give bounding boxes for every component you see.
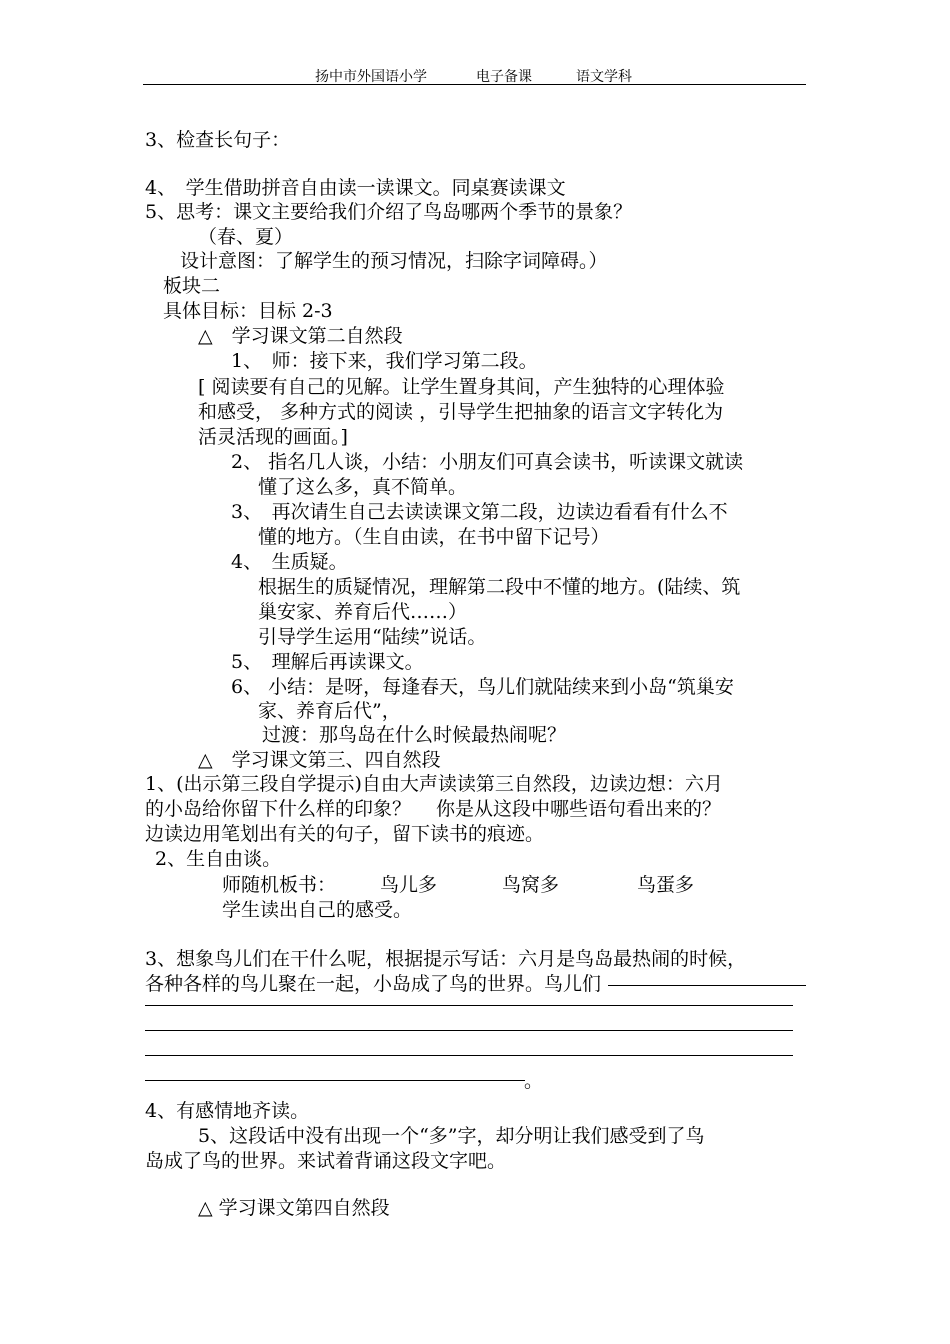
text-line: 1、 师：接下来，我们学习第二段。 — [231, 350, 538, 372]
period-mark: 。 — [524, 1070, 544, 1092]
text-line: 6、 小结：是呀，每逢春天，鸟儿们就陆续来到小岛“筑巢安 — [231, 676, 734, 698]
text-line: 5、这段话中没有出现一个“多”字，却分明让我们感受到了鸟 — [198, 1125, 705, 1147]
text-line: 活灵活现的画面。] — [198, 426, 348, 448]
header-school: 扬中市外国语小学 — [315, 69, 427, 85]
text-line: 学生读出自己的感受。 — [222, 899, 413, 921]
text-line: [ 阅读要有自己的见解。让学生置身其间，产生独特的心理体验 — [198, 376, 725, 398]
header-type: 电子备课 — [476, 69, 532, 85]
page-header — [143, 62, 806, 85]
text-line: 3、想象鸟儿们在干什么呢，根据提示写话：六月是鸟岛最热闹的时候， — [145, 948, 747, 970]
writing-line — [145, 1005, 793, 1006]
writing-line — [608, 985, 806, 986]
text-line: 家、养育后代”， — [258, 700, 401, 722]
section-heading: △ 学习课文第三、四自然段 — [198, 749, 441, 771]
board-item: 鸟窝多 — [502, 874, 560, 896]
section-heading: 板块二 — [163, 275, 221, 297]
text-line: 设计意图：了解学生的预习情况，扫除字词障碍。） — [180, 250, 608, 272]
text-line: 岛成了鸟的世界。来试着背诵这段文字吧。 — [145, 1150, 507, 1172]
writing-line — [145, 1055, 793, 1056]
text-line: （春、夏） — [198, 226, 294, 248]
text-line: 2、生自由谈。 — [155, 848, 282, 870]
board-item: 鸟蛋多 — [637, 874, 695, 896]
section-heading: △ 学习课文第四自然段 — [198, 1197, 390, 1219]
text-line: 1、(出示第三段自学提示)自由大声读读第三自然段，边读边想：六月 — [145, 773, 723, 795]
board-item: 鸟儿多 — [380, 874, 438, 896]
header-subject: 语文学科 — [576, 69, 632, 85]
writing-line — [145, 1080, 525, 1081]
text-line: 2、 指名几人谈，小结：小朋友们可真会读书，听读课文就读 — [231, 451, 744, 473]
text-line: 5、 理解后再读课文。 — [231, 651, 424, 673]
text-line: 根据生的质疑情况，理解第二段中不懂的地方。(陆续、筑 — [258, 576, 741, 598]
text-line: 各种各样的鸟儿聚在一起，小岛成了鸟的世界。鸟儿们 — [145, 973, 602, 995]
board-label: 师随机板书： — [222, 874, 337, 896]
text-line: 4、 生质疑。 — [231, 551, 348, 573]
text-line: 引导学生运用“陆续”说话。 — [258, 626, 487, 648]
text-line: 的小岛给你留下什么样的印象？ 你是从这段中哪些语句看出来的？ — [145, 798, 722, 820]
text-line: 4、有感情地齐读。 — [145, 1100, 310, 1122]
text-line: 具体目标：目标 2-3 — [163, 300, 333, 322]
text-line: 懂的地方。（生自由读，在书中留下记号） — [258, 526, 610, 548]
text-line: 过渡：那鸟岛在什么时候最热闹呢？ — [262, 724, 567, 746]
text-line: 3、检查长句子： — [145, 129, 291, 151]
text-line: 巢安家、养育后代……） — [258, 601, 468, 623]
text-line: 边读边用笔划出有关的句子，留下读书的痕迹。 — [145, 823, 545, 845]
section-heading: △ 学习课文第二自然段 — [198, 325, 403, 347]
text-line: 和感受， 多种方式的阅读 ，引导学生把抽象的语言文字转化为 — [198, 401, 724, 423]
text-line: 5、思考：课文主要给我们介绍了鸟岛哪两个季节的景象？ — [145, 201, 633, 223]
text-line: 4、 学生借助拼音自由读一读课文。同桌赛读课文 — [145, 177, 566, 199]
text-line: 3、 再次请生自己去读读课文第二段，边读边看看有什么不 — [231, 501, 728, 523]
text-line: 懂了这么多，真不简单。 — [258, 476, 468, 498]
writing-line — [145, 1030, 793, 1031]
